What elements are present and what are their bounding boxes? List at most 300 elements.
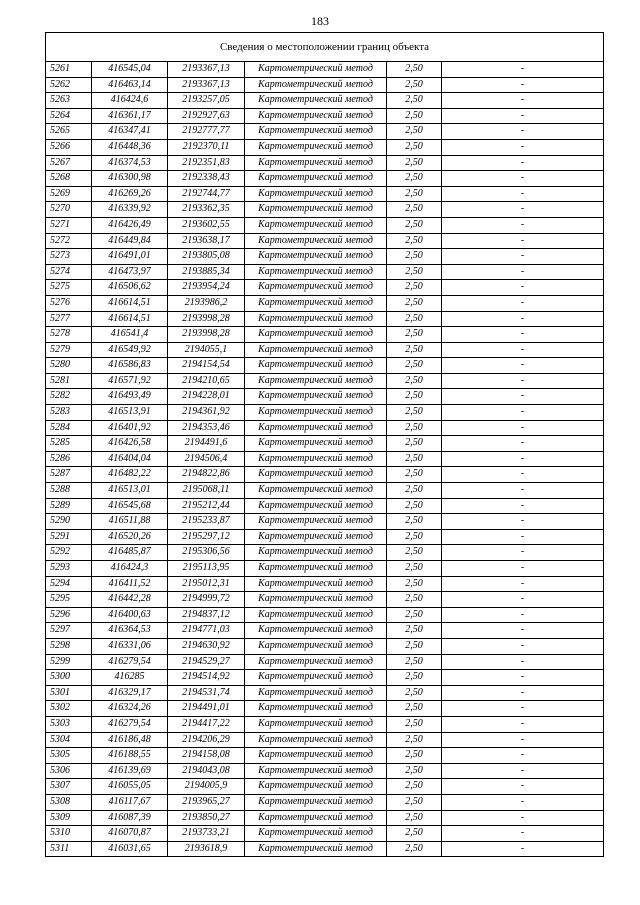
method-cell: Картометрический метод — [245, 467, 387, 483]
table-row — [46, 670, 604, 686]
x-coordinate-cell: 416513,91 — [92, 405, 168, 421]
note-cell: - — [442, 93, 604, 109]
point-number-cell: 5299 — [46, 654, 92, 670]
x-coordinate-cell: 416449,84 — [92, 233, 168, 249]
point-number-cell: 5266 — [46, 139, 92, 155]
table-row — [46, 529, 604, 545]
point-number-cell: 5296 — [46, 607, 92, 623]
method-cell: Картометрический метод — [245, 342, 387, 358]
x-coordinate-cell: 416031,65 — [92, 841, 168, 857]
y-coordinate-cell: 2194154,54 — [168, 358, 245, 374]
method-cell: Картометрический метод — [245, 592, 387, 608]
note-cell: - — [442, 327, 604, 343]
x-coordinate-cell: 416070,87 — [92, 826, 168, 842]
method-cell: Картометрический метод — [245, 280, 387, 296]
x-coordinate-cell: 416087,39 — [92, 810, 168, 826]
note-cell: - — [442, 810, 604, 826]
note-cell: - — [442, 171, 604, 187]
x-coordinate-cell: 416339,92 — [92, 202, 168, 218]
table-row — [46, 638, 604, 654]
method-cell: Картометрический метод — [245, 638, 387, 654]
point-number-cell: 5289 — [46, 498, 92, 514]
point-number-cell: 5291 — [46, 529, 92, 545]
y-coordinate-cell: 2193618,9 — [168, 841, 245, 857]
accuracy-cell: 2,50 — [387, 186, 442, 202]
y-coordinate-cell: 2192351,83 — [168, 155, 245, 171]
x-coordinate-cell: 416463,14 — [92, 77, 168, 93]
note-cell: - — [442, 670, 604, 686]
accuracy-cell: 2,50 — [387, 327, 442, 343]
method-cell: Картометрический метод — [245, 171, 387, 187]
accuracy-cell: 2,50 — [387, 217, 442, 233]
y-coordinate-cell: 2192338,43 — [168, 171, 245, 187]
method-cell: Картометрический метод — [245, 62, 387, 78]
point-number-cell: 5270 — [46, 202, 92, 218]
table-row — [46, 654, 604, 670]
note-cell: - — [442, 233, 604, 249]
y-coordinate-cell: 2193885,34 — [168, 264, 245, 280]
accuracy-cell: 2,50 — [387, 514, 442, 530]
method-cell: Картометрический метод — [245, 389, 387, 405]
table-row — [46, 716, 604, 732]
table-row — [46, 124, 604, 140]
point-number-cell: 5261 — [46, 62, 92, 78]
accuracy-cell: 2,50 — [387, 483, 442, 499]
accuracy-cell: 2,50 — [387, 638, 442, 654]
note-cell: - — [442, 794, 604, 810]
y-coordinate-cell: 2193367,13 — [168, 62, 245, 78]
accuracy-cell: 2,50 — [387, 529, 442, 545]
point-number-cell: 5277 — [46, 311, 92, 327]
accuracy-cell: 2,50 — [387, 311, 442, 327]
y-coordinate-cell: 2194210,65 — [168, 373, 245, 389]
point-number-cell: 5274 — [46, 264, 92, 280]
point-number-cell: 5273 — [46, 249, 92, 265]
y-coordinate-cell: 2193733,21 — [168, 826, 245, 842]
y-coordinate-cell: 2194055,1 — [168, 342, 245, 358]
method-cell: Картометрический метод — [245, 358, 387, 374]
x-coordinate-cell: 416571,92 — [92, 373, 168, 389]
point-number-cell: 5272 — [46, 233, 92, 249]
method-cell: Картометрический метод — [245, 124, 387, 140]
accuracy-cell: 2,50 — [387, 732, 442, 748]
accuracy-cell: 2,50 — [387, 171, 442, 187]
x-coordinate-cell: 416300,98 — [92, 171, 168, 187]
accuracy-cell: 2,50 — [387, 623, 442, 639]
method-cell: Картометрический метод — [245, 373, 387, 389]
note-cell: - — [442, 405, 604, 421]
accuracy-cell: 2,50 — [387, 794, 442, 810]
accuracy-cell: 2,50 — [387, 545, 442, 561]
y-coordinate-cell: 2193362,35 — [168, 202, 245, 218]
note-cell: - — [442, 529, 604, 545]
x-coordinate-cell: 416186,48 — [92, 732, 168, 748]
method-cell: Картометрический метод — [245, 93, 387, 109]
table-row — [46, 826, 604, 842]
method-cell: Картометрический метод — [245, 217, 387, 233]
x-coordinate-cell: 416426,58 — [92, 436, 168, 452]
y-coordinate-cell: 2194771,03 — [168, 623, 245, 639]
method-cell: Картометрический метод — [245, 716, 387, 732]
point-number-cell: 5287 — [46, 467, 92, 483]
table-title: Сведения о местоположении границ объекта — [46, 33, 604, 62]
y-coordinate-cell: 2193602,55 — [168, 217, 245, 233]
note-cell: - — [442, 841, 604, 857]
accuracy-cell: 2,50 — [387, 810, 442, 826]
method-cell: Картометрический метод — [245, 685, 387, 701]
y-coordinate-cell: 2193257,05 — [168, 93, 245, 109]
note-cell: - — [442, 763, 604, 779]
note-cell: - — [442, 108, 604, 124]
accuracy-cell: 2,50 — [387, 826, 442, 842]
note-cell: - — [442, 623, 604, 639]
x-coordinate-cell: 416491,01 — [92, 249, 168, 265]
accuracy-cell: 2,50 — [387, 592, 442, 608]
method-cell: Картометрический метод — [245, 436, 387, 452]
x-coordinate-cell: 416279,54 — [92, 716, 168, 732]
table-row — [46, 810, 604, 826]
table-row — [46, 748, 604, 764]
accuracy-cell: 2,50 — [387, 108, 442, 124]
table-row — [46, 389, 604, 405]
x-coordinate-cell: 416442,28 — [92, 592, 168, 608]
y-coordinate-cell: 2195233,87 — [168, 514, 245, 530]
note-cell: - — [442, 124, 604, 140]
x-coordinate-cell: 416331,06 — [92, 638, 168, 654]
note-cell: - — [442, 732, 604, 748]
method-cell: Картометрический метод — [245, 327, 387, 343]
method-cell: Картометрический метод — [245, 202, 387, 218]
note-cell: - — [442, 561, 604, 577]
accuracy-cell: 2,50 — [387, 202, 442, 218]
table-row — [46, 373, 604, 389]
accuracy-cell: 2,50 — [387, 280, 442, 296]
point-number-cell: 5288 — [46, 483, 92, 499]
note-cell: - — [442, 576, 604, 592]
accuracy-cell: 2,50 — [387, 139, 442, 155]
x-coordinate-cell: 416188,55 — [92, 748, 168, 764]
y-coordinate-cell: 2193850,27 — [168, 810, 245, 826]
table-row — [46, 451, 604, 467]
x-coordinate-cell: 416545,68 — [92, 498, 168, 514]
accuracy-cell: 2,50 — [387, 155, 442, 171]
accuracy-cell: 2,50 — [387, 249, 442, 265]
note-cell: - — [442, 186, 604, 202]
y-coordinate-cell: 2194361,92 — [168, 405, 245, 421]
point-number-cell: 5305 — [46, 748, 92, 764]
accuracy-cell: 2,50 — [387, 576, 442, 592]
x-coordinate-cell: 416324,26 — [92, 701, 168, 717]
point-number-cell: 5297 — [46, 623, 92, 639]
note-cell: - — [442, 373, 604, 389]
method-cell: Картометрический метод — [245, 498, 387, 514]
table-header-row — [46, 33, 604, 62]
note-cell: - — [442, 264, 604, 280]
point-number-cell: 5263 — [46, 93, 92, 109]
table-row — [46, 171, 604, 187]
method-cell: Картометрический метод — [245, 670, 387, 686]
x-coordinate-cell: 416329,17 — [92, 685, 168, 701]
method-cell: Картометрический метод — [245, 810, 387, 826]
method-cell: Картометрический метод — [245, 139, 387, 155]
accuracy-cell: 2,50 — [387, 358, 442, 374]
method-cell: Картометрический метод — [245, 514, 387, 530]
point-number-cell: 5264 — [46, 108, 92, 124]
point-number-cell: 5304 — [46, 732, 92, 748]
method-cell: Картометрический метод — [245, 529, 387, 545]
table-row — [46, 779, 604, 795]
point-number-cell: 5282 — [46, 389, 92, 405]
point-number-cell: 5295 — [46, 592, 92, 608]
table-row — [46, 108, 604, 124]
method-cell: Картометрический метод — [245, 732, 387, 748]
point-number-cell: 5271 — [46, 217, 92, 233]
y-coordinate-cell: 2194529,27 — [168, 654, 245, 670]
point-number-cell: 5300 — [46, 670, 92, 686]
accuracy-cell: 2,50 — [387, 779, 442, 795]
x-coordinate-cell: 416279,54 — [92, 654, 168, 670]
method-cell: Картометрический метод — [245, 155, 387, 171]
point-number-cell: 5302 — [46, 701, 92, 717]
x-coordinate-cell: 416424,3 — [92, 561, 168, 577]
x-coordinate-cell: 416404,04 — [92, 451, 168, 467]
point-number-cell: 5276 — [46, 295, 92, 311]
note-cell: - — [442, 436, 604, 452]
method-cell: Картометрический метод — [245, 420, 387, 436]
table-row — [46, 701, 604, 717]
note-cell: - — [442, 483, 604, 499]
y-coordinate-cell: 2195306,56 — [168, 545, 245, 561]
y-coordinate-cell: 2192744,77 — [168, 186, 245, 202]
note-cell: - — [442, 62, 604, 78]
method-cell: Картометрический метод — [245, 249, 387, 265]
y-coordinate-cell: 2194506,4 — [168, 451, 245, 467]
table-row — [46, 264, 604, 280]
accuracy-cell: 2,50 — [387, 498, 442, 514]
point-number-cell: 5278 — [46, 327, 92, 343]
accuracy-cell: 2,50 — [387, 841, 442, 857]
point-number-cell: 5279 — [46, 342, 92, 358]
y-coordinate-cell: 2195068,11 — [168, 483, 245, 499]
accuracy-cell: 2,50 — [387, 607, 442, 623]
note-cell: - — [442, 545, 604, 561]
note-cell: - — [442, 249, 604, 265]
point-number-cell: 5306 — [46, 763, 92, 779]
x-coordinate-cell: 416482,22 — [92, 467, 168, 483]
x-coordinate-cell: 416493,49 — [92, 389, 168, 405]
table-row — [46, 405, 604, 421]
table-row — [46, 732, 604, 748]
table-row — [46, 561, 604, 577]
point-number-cell: 5294 — [46, 576, 92, 592]
method-cell: Картометрический метод — [245, 233, 387, 249]
y-coordinate-cell: 2193965,27 — [168, 794, 245, 810]
method-cell: Картометрический метод — [245, 623, 387, 639]
y-coordinate-cell: 2195113,95 — [168, 561, 245, 577]
y-coordinate-cell: 2192777,77 — [168, 124, 245, 140]
accuracy-cell: 2,50 — [387, 342, 442, 358]
point-number-cell: 5290 — [46, 514, 92, 530]
method-cell: Картометрический метод — [245, 654, 387, 670]
point-number-cell: 5281 — [46, 373, 92, 389]
table-row — [46, 93, 604, 109]
y-coordinate-cell: 2193998,28 — [168, 327, 245, 343]
table-row — [46, 607, 604, 623]
note-cell: - — [442, 701, 604, 717]
point-number-cell: 5268 — [46, 171, 92, 187]
table-row — [46, 233, 604, 249]
accuracy-cell: 2,50 — [387, 561, 442, 577]
point-number-cell: 5311 — [46, 841, 92, 857]
accuracy-cell: 2,50 — [387, 389, 442, 405]
point-number-cell: 5267 — [46, 155, 92, 171]
y-coordinate-cell: 2194999,72 — [168, 592, 245, 608]
accuracy-cell: 2,50 — [387, 763, 442, 779]
point-number-cell: 5307 — [46, 779, 92, 795]
method-cell: Картометрический метод — [245, 607, 387, 623]
note-cell: - — [442, 654, 604, 670]
point-number-cell: 5283 — [46, 405, 92, 421]
y-coordinate-cell: 2194837,12 — [168, 607, 245, 623]
table-row — [46, 280, 604, 296]
y-coordinate-cell: 2195212,44 — [168, 498, 245, 514]
point-number-cell: 5293 — [46, 561, 92, 577]
x-coordinate-cell: 416400,63 — [92, 607, 168, 623]
method-cell: Картометрический метод — [245, 748, 387, 764]
accuracy-cell: 2,50 — [387, 295, 442, 311]
point-number-cell: 5284 — [46, 420, 92, 436]
note-cell: - — [442, 139, 604, 155]
point-number-cell: 5301 — [46, 685, 92, 701]
x-coordinate-cell: 416473,97 — [92, 264, 168, 280]
x-coordinate-cell: 416614,51 — [92, 311, 168, 327]
y-coordinate-cell: 2195012,31 — [168, 576, 245, 592]
accuracy-cell: 2,50 — [387, 373, 442, 389]
y-coordinate-cell: 2195297,12 — [168, 529, 245, 545]
y-coordinate-cell: 2193998,28 — [168, 311, 245, 327]
point-number-cell: 5265 — [46, 124, 92, 140]
y-coordinate-cell: 2194630,92 — [168, 638, 245, 654]
point-number-cell: 5298 — [46, 638, 92, 654]
x-coordinate-cell: 416411,52 — [92, 576, 168, 592]
table-row — [46, 62, 604, 78]
y-coordinate-cell: 2194005,9 — [168, 779, 245, 795]
method-cell: Картометрический метод — [245, 794, 387, 810]
method-cell: Картометрический метод — [245, 701, 387, 717]
point-number-cell: 5285 — [46, 436, 92, 452]
method-cell: Картометрический метод — [245, 311, 387, 327]
table-row — [46, 186, 604, 202]
x-coordinate-cell: 416549,92 — [92, 342, 168, 358]
accuracy-cell: 2,50 — [387, 420, 442, 436]
note-cell: - — [442, 498, 604, 514]
point-number-cell: 5292 — [46, 545, 92, 561]
x-coordinate-cell: 416139,69 — [92, 763, 168, 779]
note-cell: - — [442, 716, 604, 732]
method-cell: Картометрический метод — [245, 561, 387, 577]
note-cell: - — [442, 748, 604, 764]
accuracy-cell: 2,50 — [387, 748, 442, 764]
accuracy-cell: 2,50 — [387, 124, 442, 140]
note-cell: - — [442, 451, 604, 467]
table-row — [46, 545, 604, 561]
note-cell: - — [442, 77, 604, 93]
x-coordinate-cell: 416347,41 — [92, 124, 168, 140]
method-cell: Картометрический метод — [245, 451, 387, 467]
note-cell: - — [442, 592, 604, 608]
x-coordinate-cell: 416374,53 — [92, 155, 168, 171]
table-row — [46, 498, 604, 514]
x-coordinate-cell: 416117,67 — [92, 794, 168, 810]
note-cell: - — [442, 514, 604, 530]
accuracy-cell: 2,50 — [387, 436, 442, 452]
table-row — [46, 467, 604, 483]
x-coordinate-cell: 416426,49 — [92, 217, 168, 233]
method-cell: Картометрический метод — [245, 545, 387, 561]
y-coordinate-cell: 2194206,29 — [168, 732, 245, 748]
table-row — [46, 295, 604, 311]
table-row — [46, 576, 604, 592]
note-cell: - — [442, 638, 604, 654]
note-cell: - — [442, 311, 604, 327]
boundary-table — [45, 32, 604, 857]
accuracy-cell: 2,50 — [387, 77, 442, 93]
y-coordinate-cell: 2194353,46 — [168, 420, 245, 436]
x-coordinate-cell: 416055,05 — [92, 779, 168, 795]
note-cell: - — [442, 155, 604, 171]
accuracy-cell: 2,50 — [387, 716, 442, 732]
table-row — [46, 249, 604, 265]
table-row — [46, 483, 604, 499]
note-cell: - — [442, 685, 604, 701]
y-coordinate-cell: 2194514,92 — [168, 670, 245, 686]
note-cell: - — [442, 280, 604, 296]
x-coordinate-cell: 416511,88 — [92, 514, 168, 530]
y-coordinate-cell: 2192927,63 — [168, 108, 245, 124]
method-cell: Картометрический метод — [245, 576, 387, 592]
point-number-cell: 5286 — [46, 451, 92, 467]
point-number-cell: 5308 — [46, 794, 92, 810]
table-row — [46, 358, 604, 374]
x-coordinate-cell: 416545,04 — [92, 62, 168, 78]
y-coordinate-cell: 2194417,22 — [168, 716, 245, 732]
table-row — [46, 592, 604, 608]
page-number: 183 — [311, 14, 329, 28]
table-row — [46, 311, 604, 327]
point-number-cell: 5280 — [46, 358, 92, 374]
accuracy-cell: 2,50 — [387, 264, 442, 280]
y-coordinate-cell: 2194043,08 — [168, 763, 245, 779]
method-cell: Картометрический метод — [245, 295, 387, 311]
x-coordinate-cell: 416513,01 — [92, 483, 168, 499]
accuracy-cell: 2,50 — [387, 467, 442, 483]
y-coordinate-cell: 2194491,6 — [168, 436, 245, 452]
x-coordinate-cell: 416485,87 — [92, 545, 168, 561]
note-cell: - — [442, 826, 604, 842]
x-coordinate-cell: 416506,62 — [92, 280, 168, 296]
accuracy-cell: 2,50 — [387, 405, 442, 421]
table-row — [46, 77, 604, 93]
accuracy-cell: 2,50 — [387, 701, 442, 717]
x-coordinate-cell: 416586,83 — [92, 358, 168, 374]
y-coordinate-cell: 2194822,86 — [168, 467, 245, 483]
accuracy-cell: 2,50 — [387, 451, 442, 467]
table-row — [46, 217, 604, 233]
y-coordinate-cell: 2193367,13 — [168, 77, 245, 93]
y-coordinate-cell: 2193954,24 — [168, 280, 245, 296]
table-row — [46, 420, 604, 436]
table-row — [46, 623, 604, 639]
